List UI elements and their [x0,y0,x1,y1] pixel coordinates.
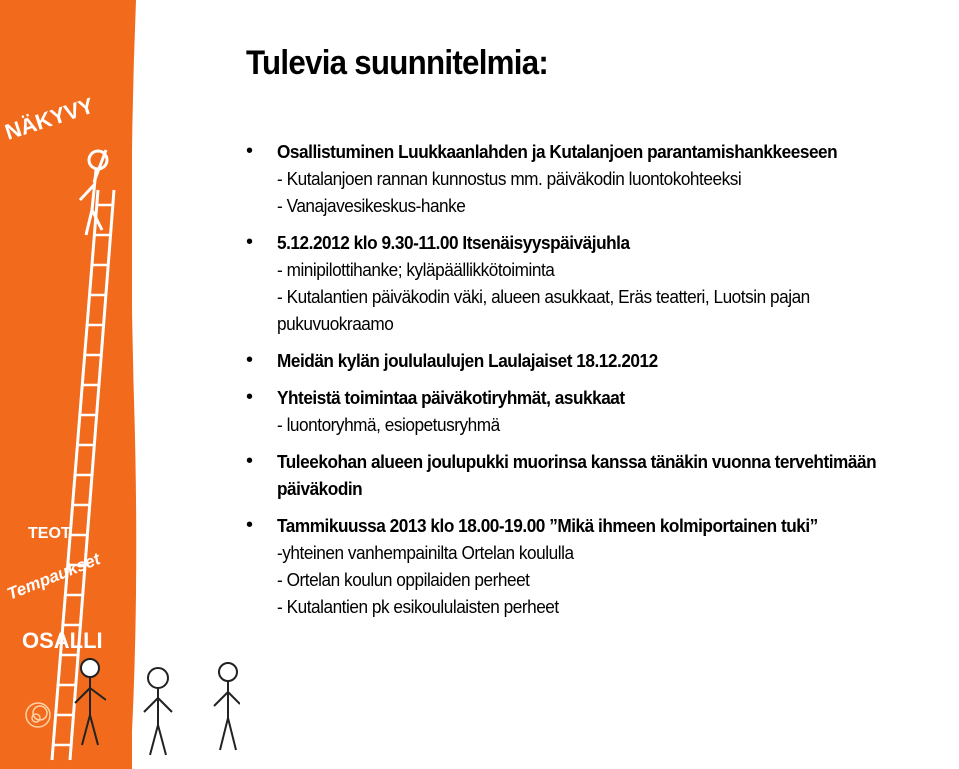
word-tempaukset: Tempaukset [4,549,103,604]
list-item [246,229,959,337]
bullet-detail: - Vanajavesikeskus-hanke [277,195,466,216]
bullet-detail: - Kutalantien pk esikoululaisten perheet [277,596,559,617]
list-item [246,448,959,502]
bullet-detail: - Kutalantien päiväkodin väki, alueen asukkaat, Eräs teatteri, Luotsin pajan [277,286,810,307]
list-item [246,512,959,620]
bullet-detail: -yhteinen vanhempainilta Ortelan koululla [277,542,574,563]
bullet-detail: pukuvuokraamo [277,313,394,334]
word-nakyvy: NÄKYVY [1,92,97,145]
word-teot: TEOT [28,525,71,542]
bullet-list [246,138,959,620]
bullet-heading-cont: päiväkodin [277,478,363,499]
bullet-heading: • Yhteistä toimintaa päiväkotiryhmät, asukkaat [277,387,625,408]
list-item [246,347,959,374]
bullet-detail: - luontoryhmä, esiopetusryhmä [277,414,500,435]
list-item [246,384,959,438]
bullet-heading: • Osallistuminen Luukkaanlahden ja Kutalanjoen parantamishankkeeseen [277,141,838,162]
bullet-heading: • Meidän kylän joululaulujen Laulajaiset 18.12.2012 [277,350,658,371]
bullet-heading: • Tuleekohan alueen joulupukki muorinsa kanssa tänäkin vuonna tervehtimään [277,451,877,472]
bullet-heading: • 5.12.2012 klo 9.30-11.00 Itsenäisyyspäiväjuhla [277,232,630,253]
sidebar-illustration [0,0,240,769]
bullet-heading: • Tammikuussa 2013 klo 18.00-19.00 ”Mikä ihmeen kolmiportainen tuki” [277,515,818,536]
list-item [246,138,959,219]
word-osalli: OSALLI [22,628,103,653]
bullet-detail: - minipilottihanke; kyläpäällikkötoiminta [277,259,555,280]
slide-title: Tulevia suunnitelmia: [246,44,549,82]
bullet-detail: - Ortelan koulun oppilaiden perheet [277,569,530,590]
bullet-detail: - Kutalanjoen rannan kunnostus mm. päiväkodin luontokohteeksi [277,168,742,189]
